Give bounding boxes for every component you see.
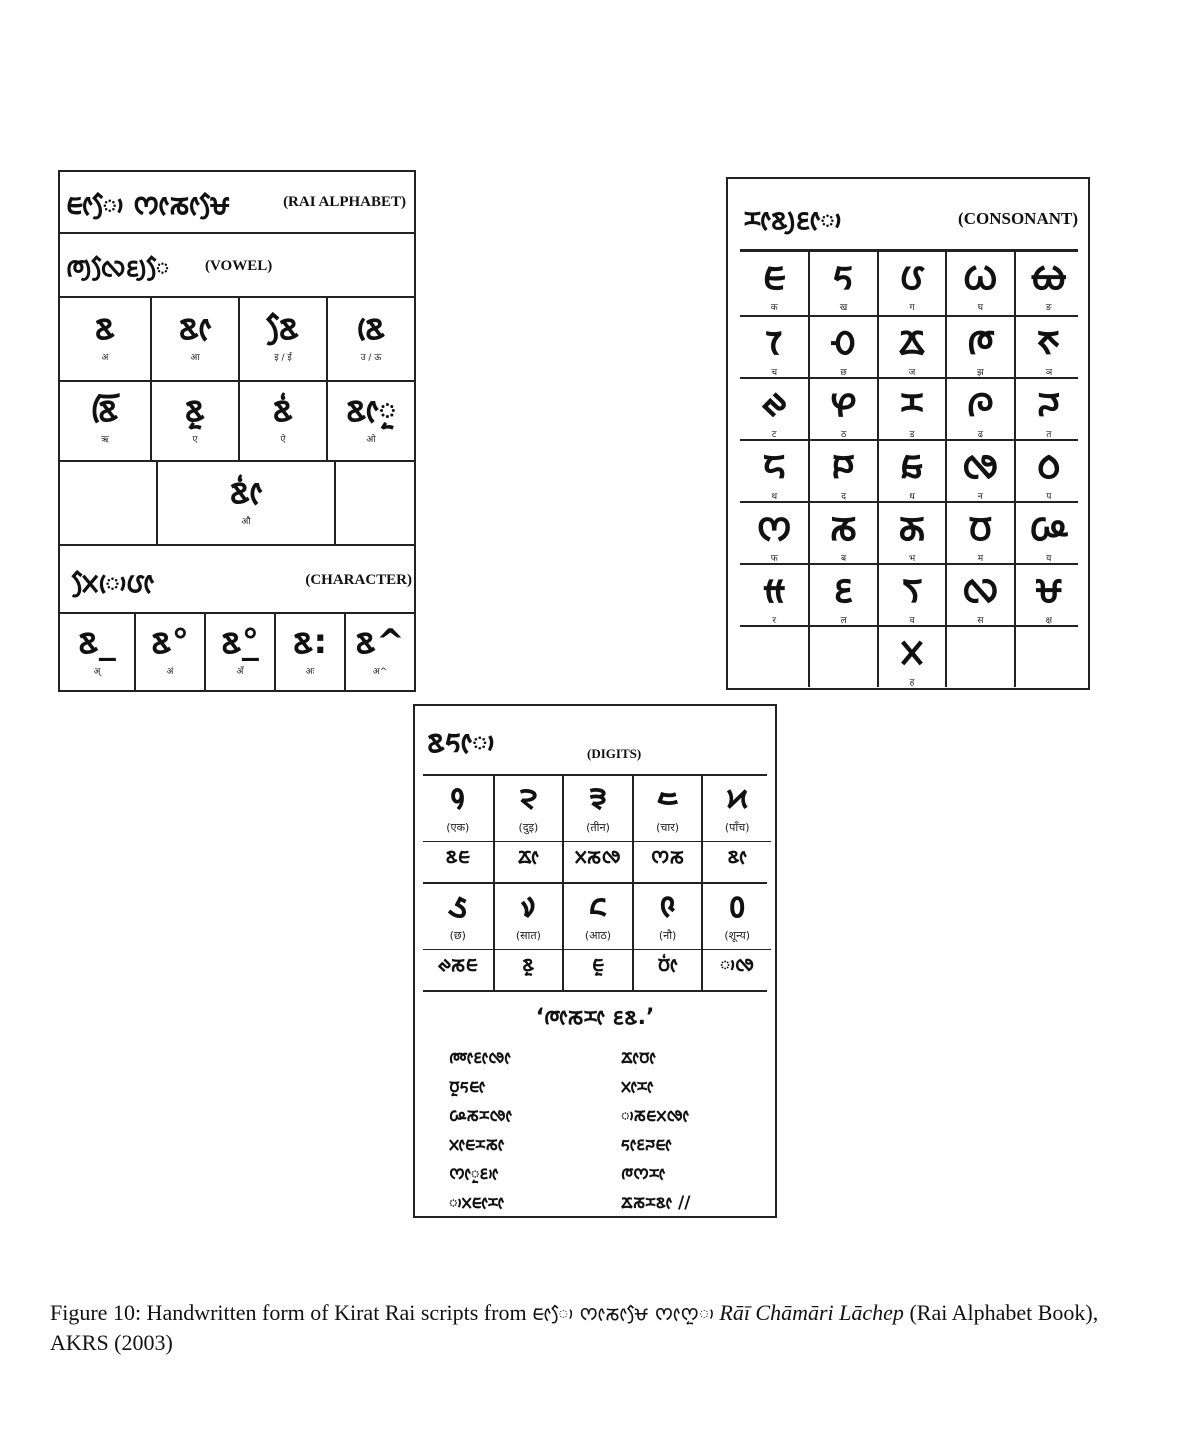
consonant-glyph: ᰙ	[762, 567, 786, 611]
vowel-glyph: ᰣᰦ	[178, 308, 212, 348]
caption-script: ᰀᰦᰥᰧ ᰔᰦᰕᰦᰝᰧ ᰔᰦᰔᰬᰥ	[532, 1301, 714, 1325]
vowel-glyph: ᰣᰬ	[184, 390, 206, 430]
vowel-script-title: ᰈᰪᰜᰧᰚᰪᰧ	[66, 253, 170, 283]
rai-alphabet-label: (RAI ALPHABET)	[283, 194, 406, 210]
rai-alphabet-header	[60, 172, 414, 232]
consonant-devanagari: म	[977, 554, 984, 564]
vocabulary-word: ᰞᰦᰀᰌᰕᰦ	[449, 1135, 505, 1155]
consonant-devanagari: ठ	[840, 430, 847, 440]
digit-word: ᰔᰕ	[634, 841, 702, 872]
consonant-glyph: ᰛ	[902, 567, 922, 611]
consonant-cell	[877, 379, 945, 441]
consonant-glyph: ᰜ	[961, 567, 999, 611]
consonant-cell	[740, 252, 808, 315]
digit-word: ᰣᰦ	[703, 841, 771, 872]
rai-alphabet-script-title: ᰀᰦᰥᰧ ᰔᰦᰕᰦᰝᰧ	[66, 188, 230, 221]
vowel-devanagari: ऐ	[280, 435, 286, 446]
digits-subtitle: ‘ᰈᰦᰕᰌᰦ ᰚᰣ.’	[535, 1005, 655, 1030]
character-script-title: ᰞᰧᰥᰨᰂᰦ	[72, 566, 155, 599]
consonant-glyph: ᰂ	[899, 254, 925, 298]
digit-devanagari: (चार)	[656, 821, 680, 834]
digit-devanagari: (पाँच)	[724, 821, 750, 834]
consonant-devanagari: ल	[840, 616, 847, 626]
digit-word: ᰀᰬ	[564, 949, 632, 980]
vocabulary-word: ᰢᰦᰚᰦᰒᰦ	[449, 1048, 511, 1068]
consonant-devanagari: ड	[909, 430, 915, 440]
digit-word: ᰣᰀ	[423, 841, 493, 872]
consonant-glyph: ᰉ	[1037, 319, 1061, 363]
character-glyph: ᰣ:	[292, 622, 328, 662]
consonant-glyph: ᰃ	[962, 254, 999, 298]
consonant-cell	[877, 441, 945, 503]
vowel-cell	[238, 382, 326, 462]
consonant-cell	[1014, 565, 1082, 627]
consonant-cell	[740, 379, 808, 441]
digit-cell	[701, 776, 771, 882]
character-cell	[60, 614, 134, 692]
digit-devanagari: (छ)	[449, 929, 466, 942]
vowel-devanagari: अ	[101, 353, 109, 364]
digit-glyph: ᱁	[449, 778, 467, 818]
vowel-cell	[156, 462, 334, 546]
consonant-cell-empty	[740, 627, 808, 687]
character-glyph: ᰣ_	[78, 622, 116, 662]
consonant-header	[728, 179, 1088, 247]
character-glyph: ᰣ^	[355, 622, 405, 662]
digit-cell	[423, 884, 493, 990]
consonant-devanagari: त	[1046, 430, 1052, 440]
caption-suffix: (Rai Alphabet Book), AKRS (2003)	[50, 1300, 1099, 1355]
consonant-cell	[945, 503, 1013, 565]
consonant-glyph: ᰄ	[1031, 254, 1067, 298]
vowel-cell	[150, 382, 238, 462]
vowel-cell	[150, 298, 238, 382]
character-cell	[274, 614, 344, 692]
consonant-row	[740, 377, 1078, 441]
digit-devanagari: (सात)	[515, 929, 541, 942]
consonant-devanagari: क्ष	[1045, 616, 1053, 626]
consonant-cell	[945, 317, 1013, 379]
vowel-cell	[60, 382, 150, 462]
consonant-cell	[945, 565, 1013, 627]
character-glyph: ᰣ°̲	[221, 622, 259, 662]
consonant-cell	[808, 379, 876, 441]
vowel-glyph: ᰣ	[94, 308, 116, 348]
consonant-glyph: ᰗ	[968, 505, 993, 549]
vocabulary-word: ᰗᰬᰁᰀᰦ	[449, 1077, 486, 1097]
consonant-glyph: ᰊ	[762, 381, 787, 425]
consonant-devanagari: य	[1046, 554, 1052, 564]
consonant-glyph: ᰘ	[1029, 505, 1069, 549]
digit-devanagari: (आठ)	[584, 929, 612, 942]
consonant-cell	[1014, 379, 1082, 441]
digit-word: ᰞᰕᰒ	[564, 841, 632, 872]
digit-devanagari: (एक)	[446, 821, 470, 834]
consonant-row	[740, 501, 1078, 565]
vocabulary-word: ᰥᰕᰀᰞᰒᰦ	[621, 1106, 690, 1126]
consonant-row	[740, 315, 1078, 379]
consonant-devanagari: ब	[841, 554, 847, 564]
vocabulary-word: ᰇᰦᰗᰦ	[621, 1048, 656, 1068]
vowel-devanagari: इ / ई	[274, 353, 292, 364]
consonant-cell	[808, 503, 876, 565]
character-devanagari: अः	[305, 667, 315, 678]
consonant-row	[740, 563, 1078, 627]
consonant-cell	[945, 252, 1013, 315]
consonant-glyph: ᰋ	[830, 381, 857, 425]
character-header-row	[60, 544, 414, 614]
consonant-devanagari: भ	[908, 554, 916, 564]
character-label: (CHARACTER)	[305, 572, 412, 588]
digit-devanagari: (शून्य)	[724, 929, 751, 942]
consonant-cell-empty	[1014, 627, 1082, 687]
digit-glyph: ᱅	[725, 778, 749, 818]
digit-glyph: ᱀	[728, 886, 746, 926]
vowel-row-3	[60, 460, 414, 546]
vowel-cell-empty	[334, 462, 414, 546]
vocabulary-word: ᰔᰦᰬᰚᰥᰦ	[449, 1164, 499, 1184]
vowel-header-row	[60, 232, 414, 298]
consonant-devanagari: र	[772, 616, 777, 626]
caption-italic-title: Rāī Chāmāri Lāchep	[719, 1300, 904, 1325]
consonant-glyph: ᰏ	[762, 443, 786, 487]
consonant-cell	[945, 441, 1013, 503]
words-right-column	[621, 1044, 771, 1218]
consonant-devanagari: झ	[976, 368, 984, 378]
consonant-glyph: ᰑ	[900, 443, 924, 487]
consonant-cell	[740, 565, 808, 627]
digit-cell	[562, 884, 632, 990]
consonant-devanagari: घ	[977, 303, 984, 313]
vocabulary-word: ᰁᰦᰚᰎᰀᰦ	[621, 1135, 672, 1155]
consonant-cell	[877, 565, 945, 627]
consonant-glyph: ᰀ	[762, 254, 786, 298]
digits-row	[423, 882, 767, 990]
vowel-row-1	[60, 296, 414, 382]
digit-cell	[632, 884, 702, 990]
vocabulary-word: ᰞᰦᰌᰦ	[621, 1077, 654, 1097]
consonant-glyph: ᰚ	[833, 567, 854, 611]
consonant-cell	[740, 317, 808, 379]
figure-caption	[50, 1298, 1140, 1357]
consonant-cell	[1014, 317, 1082, 379]
consonant-row	[740, 439, 1078, 503]
vocabulary-word: ᰇᰕᰌᰣᰦ //	[621, 1193, 691, 1213]
consonant-cell	[740, 503, 808, 565]
vowel-devanagari: ओ	[366, 435, 376, 446]
digits-separator	[423, 990, 767, 992]
digits-script-title: ᰣᰁᰦᰥ	[427, 725, 495, 760]
character-devanagari: अ^	[372, 667, 388, 678]
caption-prefix: Figure 10: Handwritten form of Kirat Rai scripts from	[50, 1300, 527, 1325]
consonant-devanagari: क	[770, 303, 778, 313]
character-row	[60, 612, 414, 692]
consonant-devanagari: व	[909, 616, 915, 626]
consonant-devanagari: द	[841, 492, 846, 502]
vowel-cell-empty	[60, 462, 156, 546]
consonant-cell	[1014, 252, 1082, 315]
digits-panel	[413, 704, 777, 1218]
vocabulary-word: ᰘᰕᰌᰒᰦ	[449, 1106, 513, 1126]
digit-glyph: ᱈	[588, 886, 608, 926]
digit-cell	[493, 884, 563, 990]
consonant-cell	[877, 252, 945, 315]
digit-cell	[701, 884, 771, 990]
consonant-cell	[808, 317, 876, 379]
consonant-devanagari: ज	[908, 368, 916, 378]
consonant-glyph: ᰌ	[900, 381, 924, 425]
consonant-glyph: ᰅ	[766, 319, 783, 363]
consonant-glyph: ᰍ	[966, 381, 995, 425]
consonant-cell	[877, 503, 945, 565]
digit-word: ᰊᰕᰀ	[423, 949, 493, 980]
consonant-label: (CONSONANT)	[958, 209, 1078, 228]
consonant-cell	[740, 441, 808, 503]
digit-cell	[493, 776, 563, 882]
digit-glyph: ᱃	[588, 778, 608, 818]
digit-glyph: ᱂	[518, 778, 538, 818]
digit-devanagari: (तीन)	[586, 821, 610, 834]
consonant-glyph: ᰐ	[832, 443, 855, 487]
digit-word: ᰣᰬ	[495, 949, 563, 980]
vowel-glyph: ᰣᰩ	[91, 390, 119, 430]
character-cell	[344, 614, 414, 692]
digit-glyph: ᱄	[656, 778, 680, 818]
consonant-glyph: ᰔ	[756, 505, 792, 549]
consonant-cell	[877, 317, 945, 379]
consonant-devanagari: ग	[909, 303, 915, 313]
digit-cell	[423, 776, 493, 882]
digits-row	[423, 776, 767, 882]
consonant-cell	[808, 565, 876, 627]
consonant-devanagari: ञ	[1045, 368, 1053, 378]
vowel-glyph: ᰣᰦᰭ	[229, 472, 263, 512]
character-glyph: ᰣ°	[151, 622, 189, 662]
digit-word: ᰇᰦ	[495, 841, 563, 872]
vocabulary-word: ᰥᰞᰀᰦᰌᰦ	[449, 1193, 505, 1213]
digit-glyph: ᱉	[659, 886, 677, 926]
consonant-devanagari: स	[977, 616, 984, 626]
consonant-grid	[740, 249, 1078, 688]
vowel-cell	[326, 382, 414, 462]
digit-word: ᰥᰒ	[703, 949, 771, 980]
rai-alphabet-panel	[58, 170, 416, 692]
consonant-row	[740, 625, 1078, 687]
consonant-cell-empty	[945, 627, 1013, 687]
digit-word: ᰗᰦᰭ	[634, 949, 702, 980]
consonant-devanagari: ख	[839, 303, 848, 313]
words-left-column	[449, 1044, 599, 1218]
vocabulary-word: ᰈᰔᰌᰦ	[621, 1164, 666, 1184]
digit-devanagari: (नौ)	[658, 929, 677, 942]
consonant-glyph: ᰁ	[833, 254, 854, 298]
consonant-devanagari: ङ	[1045, 303, 1052, 313]
consonant-glyph: ᰒ	[961, 443, 999, 487]
digit-devanagari: (दुइ)	[518, 821, 539, 834]
digits-grid	[423, 774, 767, 988]
vowel-glyph: ᰣᰭ	[272, 390, 294, 430]
consonant-cell	[945, 379, 1013, 441]
consonant-cell-empty	[808, 627, 876, 687]
consonant-glyph: ᰕ	[829, 505, 858, 549]
consonant-devanagari: थ	[771, 492, 778, 502]
consonant-glyph: ᰝ	[1035, 567, 1063, 611]
consonant-row	[740, 252, 1078, 315]
vowel-label: (VOWEL)	[205, 258, 273, 274]
character-cell	[204, 614, 274, 692]
digit-glyph: ᱇	[520, 886, 537, 926]
consonant-cell	[1014, 503, 1082, 565]
consonant-devanagari: ध	[909, 492, 915, 502]
vowel-devanagari: औ	[241, 517, 251, 528]
consonant-glyph: ᰇ	[898, 319, 926, 363]
consonant-devanagari: ढ	[977, 430, 983, 440]
vowel-cell	[326, 298, 414, 382]
digits-label: (DIGITS)	[587, 746, 642, 761]
vowel-devanagari: उ / ऊ	[360, 353, 382, 364]
vowel-cell	[238, 298, 326, 382]
consonant-devanagari: फ	[770, 554, 778, 564]
consonant-glyph: ᰈ	[966, 319, 994, 363]
consonant-devanagari: ट	[771, 430, 777, 440]
character-devanagari: अ्	[93, 667, 101, 678]
character-cell	[134, 614, 204, 692]
vowel-row-2	[60, 380, 414, 462]
consonant-devanagari: छ	[840, 368, 847, 378]
vowel-glyph: ᰣᰧ	[266, 308, 300, 348]
consonant-devanagari: न	[977, 492, 983, 502]
digit-glyph: ᱆	[447, 886, 468, 926]
consonant-glyph: ᰆ	[830, 319, 857, 363]
vowel-cell	[60, 298, 150, 382]
consonant-cell	[808, 252, 876, 315]
consonant-cell	[808, 441, 876, 503]
vowel-glyph: ᰣᰦᰬ	[345, 390, 397, 430]
consonant-glyph: ᰎ	[1037, 381, 1061, 425]
vowel-devanagari: आ	[190, 353, 200, 364]
consonant-devanagari: प	[1046, 492, 1052, 502]
consonant-panel	[726, 177, 1090, 690]
digits-header	[415, 706, 775, 772]
consonant-glyph: ᰞ	[900, 629, 924, 673]
consonant-cell	[877, 627, 945, 687]
consonant-cell	[1014, 441, 1082, 503]
consonant-devanagari: च	[771, 368, 778, 378]
digit-cell	[632, 776, 702, 882]
consonant-glyph: ᰖ	[897, 505, 927, 549]
consonant-devanagari: ह	[909, 678, 915, 688]
vowel-glyph: ᰣᰨ	[356, 308, 386, 348]
vowel-devanagari: ए	[192, 435, 198, 446]
consonant-script-title: ᰌᰦᰣᰪᰚᰦᰥ	[744, 203, 842, 236]
character-devanagari: अं	[166, 667, 174, 678]
consonant-glyph: ᰓ	[1036, 443, 1062, 487]
vowel-devanagari: ऋ	[101, 435, 109, 446]
character-devanagari: अँ	[236, 667, 244, 678]
digit-cell	[562, 776, 632, 882]
